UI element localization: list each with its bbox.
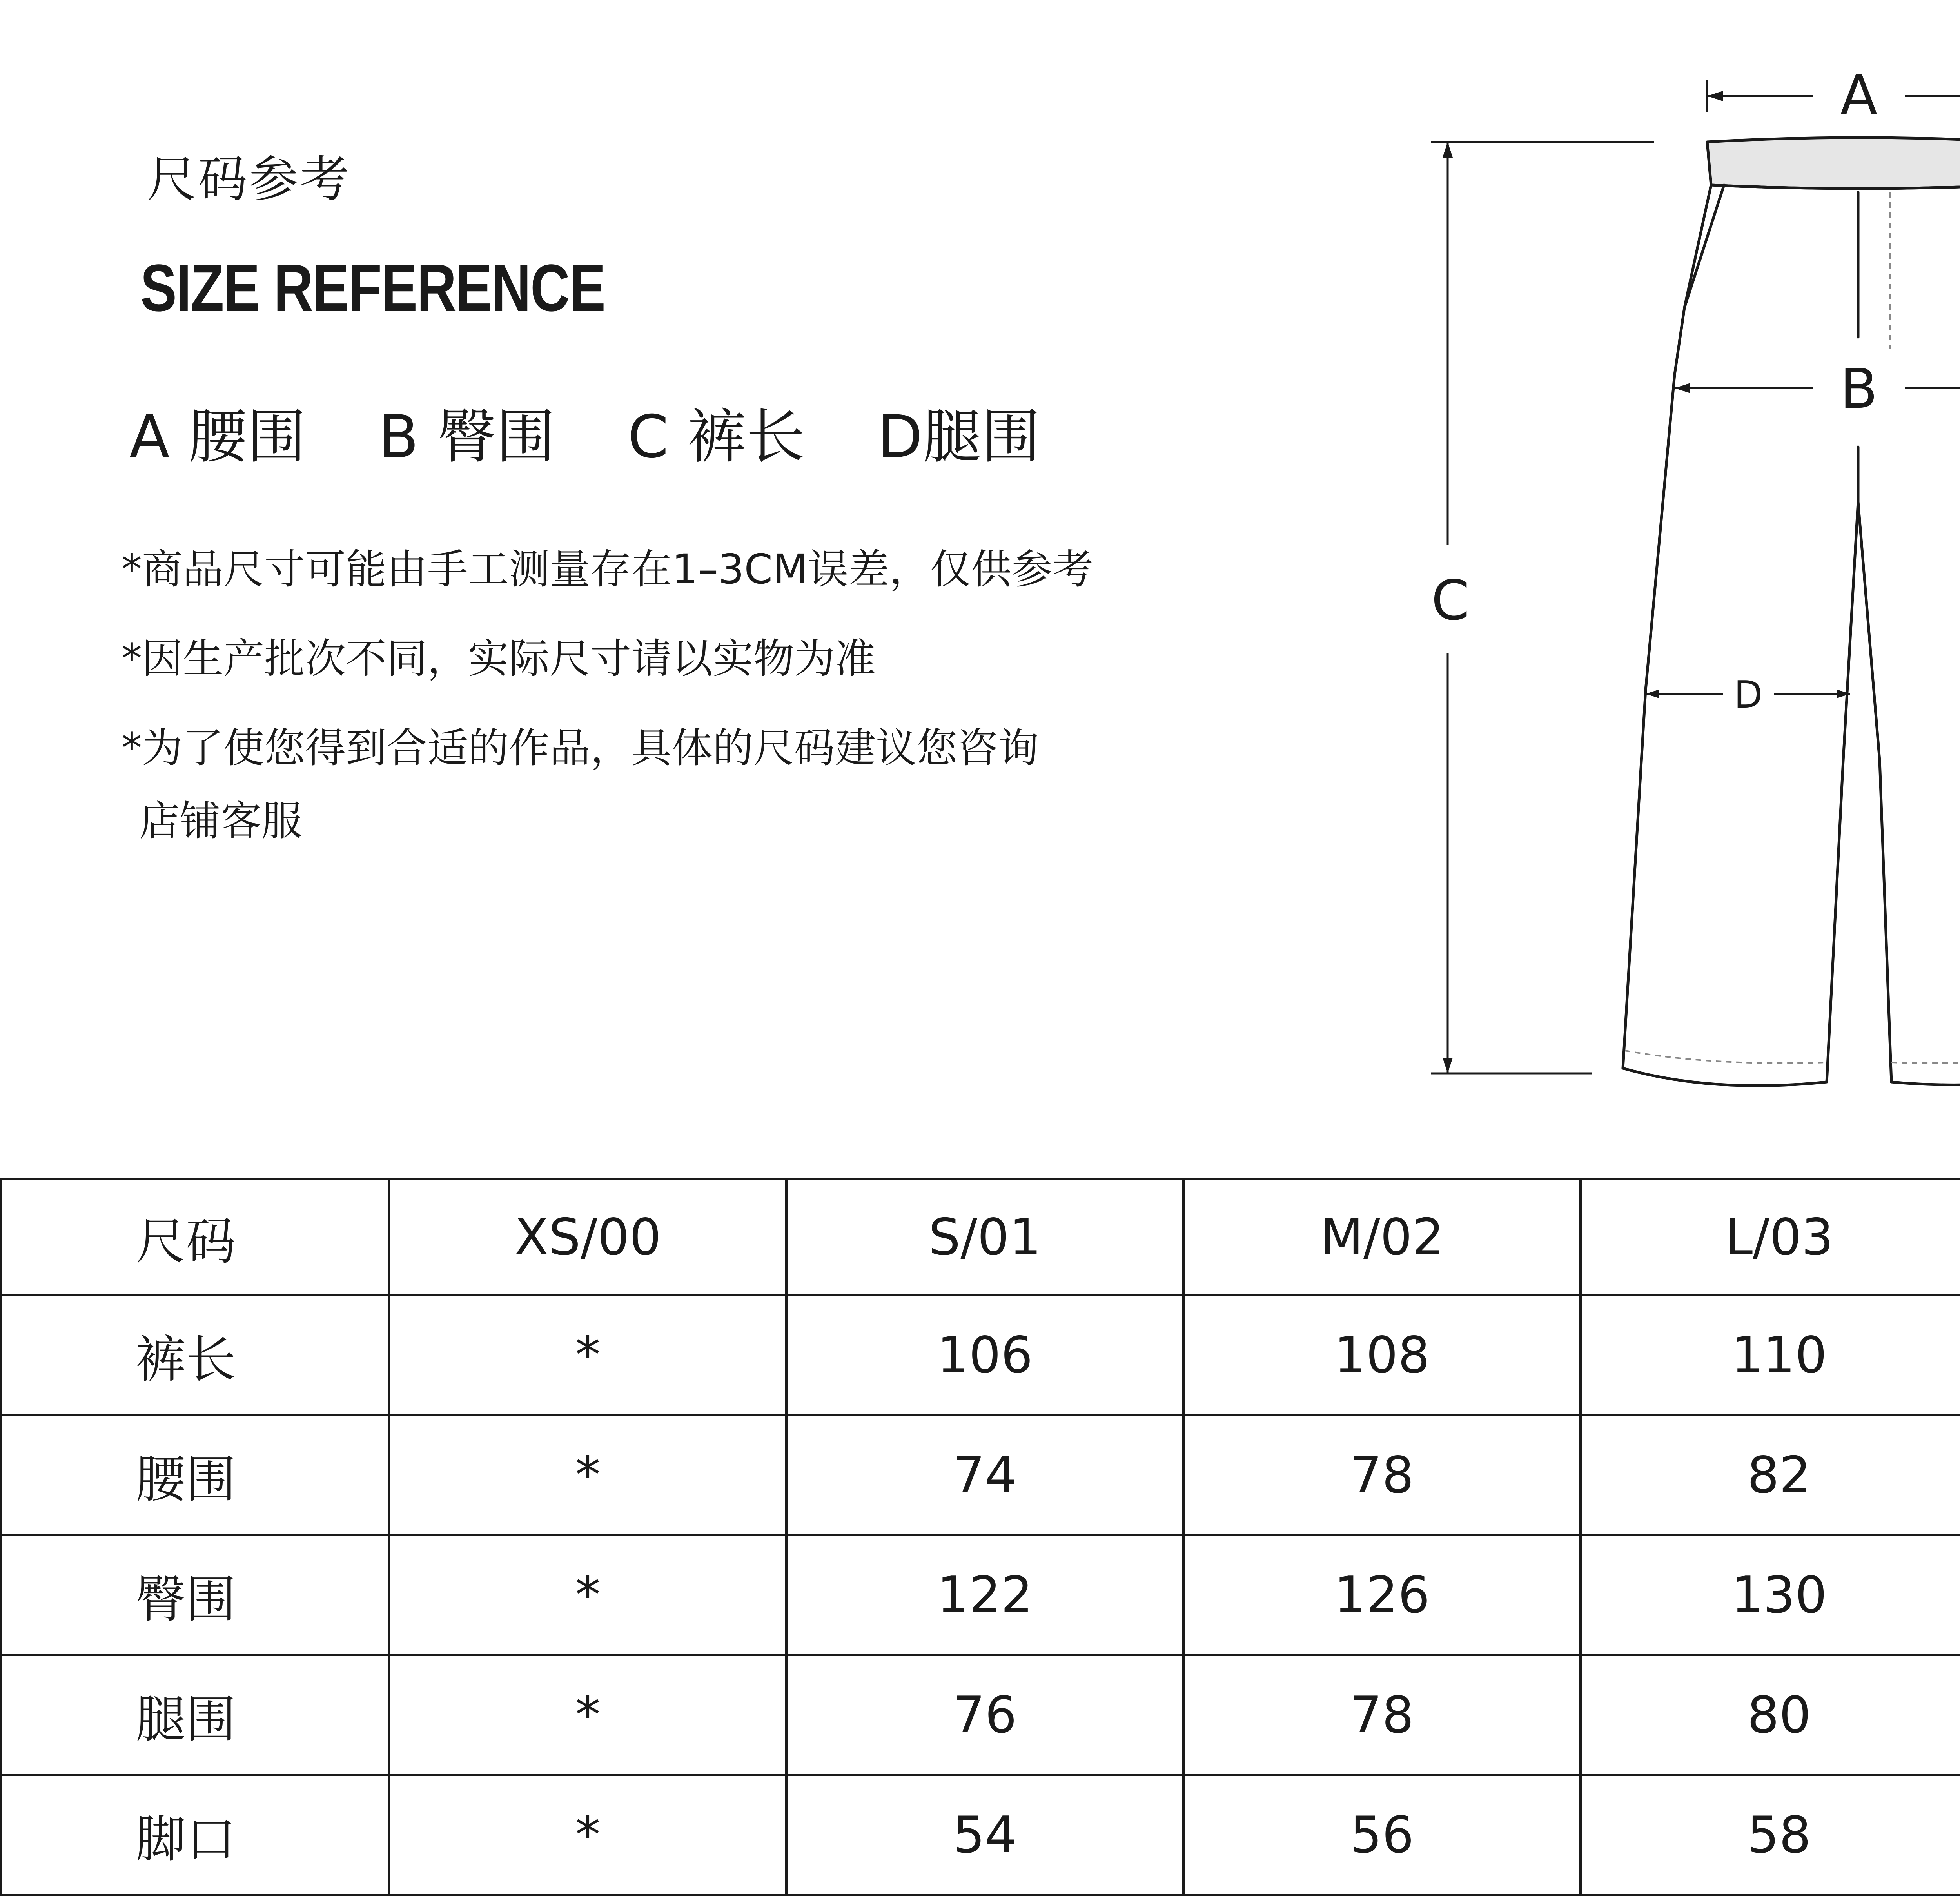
table-cell: 110: [1581, 1295, 1960, 1415]
table-header-row: [1, 1179, 1960, 1295]
hem-stitch-left: [1625, 1051, 1827, 1063]
table-cell: 78: [1183, 1655, 1581, 1775]
table-cell: 76: [786, 1655, 1183, 1775]
measurement-legend: [129, 403, 1040, 471]
table-row: [1, 1295, 1960, 1415]
pants-diagram: [1411, 59, 1960, 1098]
hem-left: [1623, 1068, 1827, 1085]
header-cell-l: L/03: [1581, 1179, 1960, 1295]
table-row: [1, 1655, 1960, 1775]
title-chinese: 尺码参考: [147, 151, 351, 208]
header-cell-s: S/01: [786, 1179, 1183, 1295]
row-label: 臀围: [1, 1535, 389, 1655]
table-cell: 122: [786, 1535, 1183, 1655]
table-cell: *: [389, 1415, 786, 1535]
legend-item-hip: B 臀围: [378, 403, 555, 471]
waistband: [1707, 138, 1960, 189]
table-cell: *: [389, 1535, 786, 1655]
note-measurement-error: *商品尺寸可能由手工测量存在1–3CM误差，仅供参考: [122, 545, 1093, 593]
hem-right: [1891, 1068, 1960, 1085]
inseam-left: [1827, 502, 1858, 1082]
inseam-right: [1858, 502, 1891, 1082]
table-cell: 108: [1183, 1295, 1581, 1415]
label-c: C: [1431, 569, 1470, 633]
row-label: 腰围: [1, 1415, 389, 1535]
table-cell: 58: [1581, 1775, 1960, 1895]
table-cell: *: [389, 1655, 786, 1775]
table-cell: 56: [1183, 1775, 1581, 1895]
header-cell-xs: XS/00: [389, 1179, 786, 1295]
title-english: SIZE REFERENCE: [140, 251, 605, 325]
legend-item-waist: A 腰围: [129, 403, 306, 471]
hem-stitch-right: [1891, 1051, 1960, 1063]
label-a: A: [1840, 64, 1878, 128]
table-cell: 78: [1183, 1415, 1581, 1535]
table-cell: 82: [1581, 1415, 1960, 1535]
table-cell: 80: [1581, 1655, 1960, 1775]
legend-item-length: C 裤长: [627, 403, 805, 471]
label-b: B: [1840, 357, 1878, 421]
table-cell: *: [389, 1295, 786, 1415]
table-cell: 130: [1581, 1535, 1960, 1655]
row-label: 裤长: [1, 1295, 389, 1415]
note-batch-difference: *因生产批次不同，实际尺寸请以实物为准: [122, 635, 876, 682]
header-cell-size: 尺码: [1, 1179, 389, 1295]
table-cell: 74: [786, 1415, 1183, 1535]
table-cell: 126: [1183, 1535, 1581, 1655]
table-cell: 54: [786, 1775, 1183, 1895]
row-label: 腿围: [1, 1655, 389, 1775]
table-row: [1, 1415, 1960, 1535]
table-cell: 106: [786, 1295, 1183, 1415]
note-consult-continued: 店铺客服: [139, 797, 303, 845]
note-consult: *为了使您得到合适的作品，具体的尺码建议您咨询: [122, 724, 1039, 772]
pocket-left: [1684, 185, 1724, 308]
table-row: [1, 1535, 1960, 1655]
table-row: [1, 1775, 1960, 1895]
row-label: 脚口: [1, 1775, 389, 1895]
pants-outline-left: [1623, 185, 1711, 1068]
legend-item-thigh: D腿围: [877, 403, 1040, 471]
table-cell: *: [389, 1775, 786, 1895]
header-cell-m: M/02: [1183, 1179, 1581, 1295]
label-d: D: [1734, 673, 1763, 717]
size-table: [0, 1178, 1960, 1896]
